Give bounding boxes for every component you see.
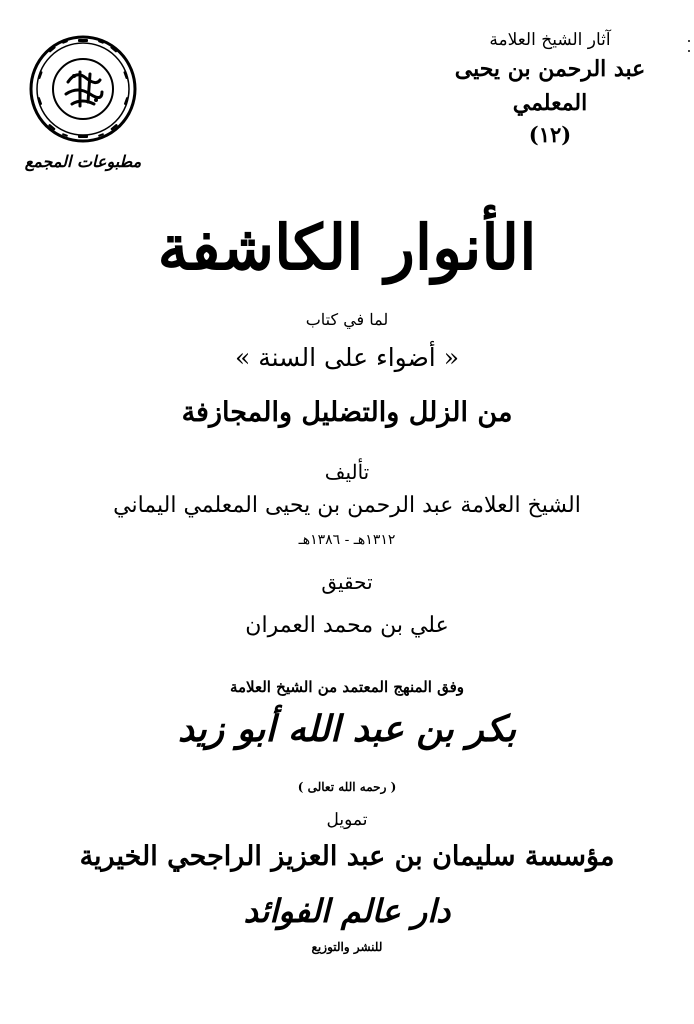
title-lead: لما في كتاب — [305, 310, 389, 329]
funder-name: مؤسسة سليمان بن عبد العزيز الراجحي الخيرية — [79, 841, 615, 872]
series-info — [420, 28, 680, 150]
publisher-subtitle: للنشر والتوزيع — [311, 940, 383, 954]
series-author: عبد الرحمن بن يحيى المعلمي — [454, 56, 646, 116]
scan-edge-mark — [688, 40, 690, 70]
authorship-label: تأليف — [324, 460, 370, 484]
book-subtitle: من الزلل والتضليل والمجازفة — [181, 397, 513, 428]
series-number: (١٢) — [528, 122, 572, 147]
author-dates: ١٣١٢هـ - ١٣٨٦هـ — [298, 532, 396, 548]
author-name: الشيخ العلامة عبد الرحمن بن يحيى المعلمي اليماني — [113, 493, 581, 518]
prayer-text: ( رحمه الله تعالى ) — [297, 780, 397, 794]
academy-seal-logo — [28, 34, 138, 144]
editing-label: تحقيق — [321, 570, 373, 594]
seal-caption: مطبوعات المجمع — [24, 152, 142, 171]
sheikh-name: بكر بن عبد الله أبو زيد — [177, 708, 517, 750]
publisher-name: دار عالم الفوائد — [243, 892, 451, 930]
referenced-book-name: « أضواء على السنة » — [234, 343, 459, 372]
series-label: آثار الشيخ العلامة — [489, 30, 611, 50]
methodology-label: وفق المنهج المعتمد من الشيخ العلامة — [229, 678, 465, 696]
book-title: الأنوار الكاشفة — [157, 211, 537, 284]
funding-label: تمويل — [326, 810, 368, 830]
editor-name: علي بن محمد العمران — [245, 613, 449, 638]
